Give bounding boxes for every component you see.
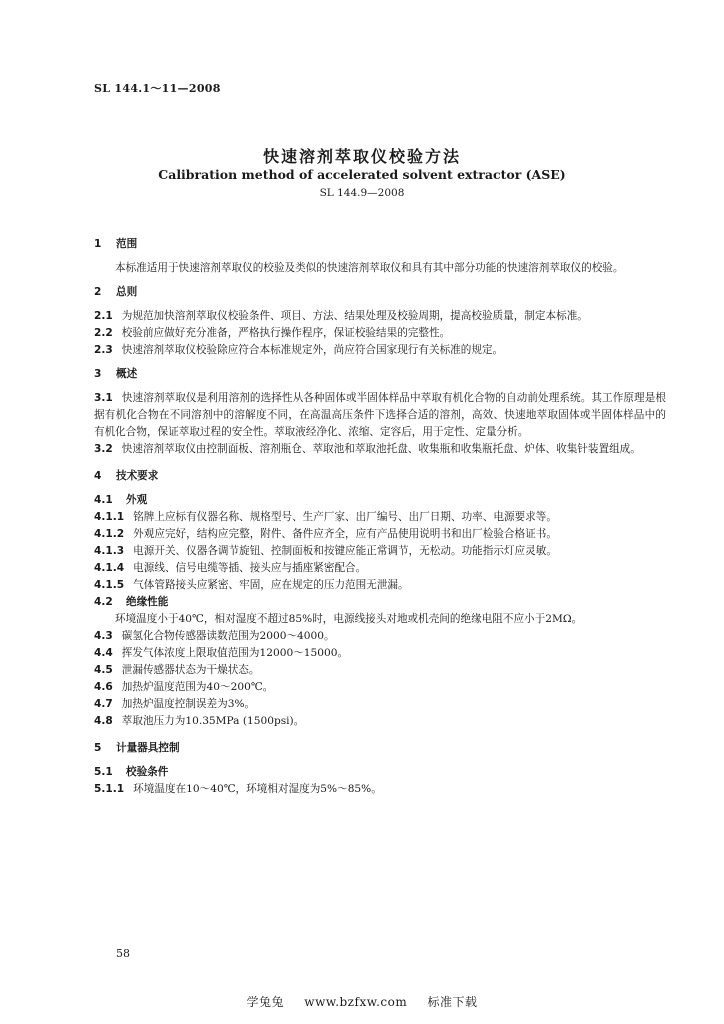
clause-4-6: 4.6 加热炉温度范围为40～200℃。	[94, 681, 274, 693]
document-body	[94, 236, 666, 798]
clause-4-7: 4.7 加热炉温度控制误差为3%。	[94, 698, 256, 710]
section-heading-2: 2 总则	[94, 286, 138, 298]
section-heading-4: 4 技术要求	[94, 470, 159, 482]
clause-5-1-1: 5.1.1 环境温度在10～40℃，环境相对湿度为5%～85%。	[94, 783, 382, 795]
subsection-heading-5-1: 5.1 校验条件	[94, 766, 169, 778]
clause-4-2-text: 环境温度小于40℃，相对湿度不超过85%时，电源线接头对地或机壳间的绝缘电阻不应小于2MΩ。	[115, 613, 583, 625]
subsection-heading-4-1: 4.1 外观	[94, 494, 148, 506]
clause-2-2: 2.2 校验前应做好充分准备，严格执行操作程序，保证校验结果的完整性。	[94, 327, 451, 339]
clause-4-5: 4.5 泄漏传感器状态为干燥状态。	[94, 664, 260, 676]
section-heading-1: 1 范围	[94, 238, 138, 250]
clause-4-3: 4.3 碳氢化合物传感器读数范围为2000～4000。	[94, 630, 335, 642]
clause-4-1-4: 4.1.4 电源线、信号电缆等插、接头应与插座紧密配合。	[94, 562, 367, 574]
section-heading-5: 5 计量器具控制	[94, 742, 180, 754]
section-1-text: 本标准适用于快速溶剂萃取仪的校验及类似的快速溶剂萃取仪和具有其中部分功能的快速溶剂萃取仪的校验。	[115, 262, 624, 274]
footer-url[interactable]: www.bzfxw.com	[304, 995, 408, 1009]
page-number: 58	[116, 947, 130, 960]
clause-2-1: 2.1 为规范加快溶剂萃取仪校验条件、项目、方法、结果处理及校验周期，提高校验质量，制定本标准。	[94, 310, 588, 322]
document-standard-number: SL 144.9—2008	[319, 187, 405, 199]
clause-4-1-2: 4.1.2 外观应完好，结构应完整，附件、备件应齐全，应有产品使用说明书和出厂检验合格证书。	[94, 528, 557, 540]
footer-site-name: 学兔兔	[246, 995, 284, 1009]
footer-watermark	[0, 993, 724, 1010]
clause-4-4: 4.4 挥发气体浓度上限取值范围为12000～15000。	[94, 647, 349, 659]
standard-code-header: SL 144.1～11—2008	[94, 82, 221, 95]
clause-3-2: 3.2 快速溶剂萃取仪由控制面板、溶剂瓶仓、萃取池和萃取池托盘、收集瓶和收集瓶托盘、炉体、收集针装置组成。	[94, 443, 641, 455]
subsection-heading-4-2: 4.2 绝缘性能	[94, 596, 169, 608]
clause-3-1: 3.1 快速溶剂萃取仪是利用溶剂的选择性从各种固体或半固体样品中萃取有机化合物的自动前处理系统。其工作原理是根据有机化合物在不同溶剂中的溶解度不同，在高温高压条件下选择合适的溶剂，高效、快速地萃取固体或半固体样品中的有机化合物，保证萃取过程的安全性。萃取液经净化、浓缩、定容后，用于定性、定量分析。	[94, 392, 666, 438]
document-title-english: Calibration method of accelerated solvent extractor (ASE)	[158, 167, 566, 182]
clause-2-3: 2.3 快速溶剂萃取仪校验除应符合本标准规定外，尚应符合国家现行有关标准的规定。	[94, 344, 504, 356]
clause-4-1-1: 4.1.1 铭牌上应标有仪器名称、规格型号、生产厂家、出厂编号、出厂日期、功率、电源要求等。	[94, 511, 557, 523]
document-title-chinese: 快速溶剂萃取仪校验方法	[262, 147, 461, 166]
section-heading-3: 3 概述	[94, 368, 138, 380]
footer-tagline: 标准下载	[427, 995, 478, 1009]
clause-4-1-3: 4.1.3 电源开关、仪器各调节旋钮、控制面板和按键应能正常调节，无松动。功能指示灯应灵敏。	[94, 545, 557, 557]
clause-4-1-5: 4.1.5 气体管路接头应紧密、牢固，应在规定的压力范围无泄漏。	[94, 579, 409, 591]
clause-4-8: 4.8 萃取池压力为10.35MPa (1500psi)。	[94, 715, 305, 727]
